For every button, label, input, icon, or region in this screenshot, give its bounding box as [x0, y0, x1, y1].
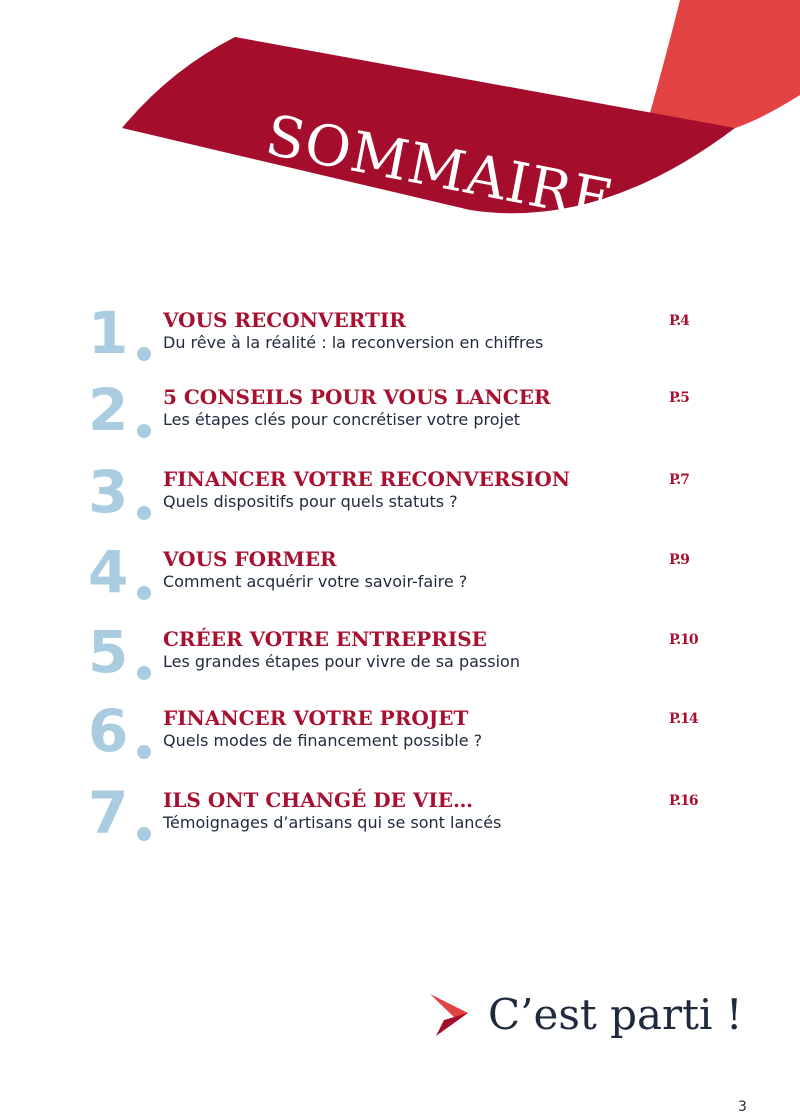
entry-number: 7 — [88, 779, 127, 847]
entry-number-dot — [137, 424, 151, 438]
arrow-chevron-icon — [428, 992, 470, 1038]
entry-subtitle: Quels modes de financement possible ? — [163, 731, 483, 750]
entry-page: P.9 — [669, 552, 689, 568]
entry-number: 2 — [88, 376, 127, 444]
entry-number-dot — [137, 666, 151, 680]
entry-heading: VOUS RECONVERTIR — [163, 308, 406, 332]
entry-number: 6 — [88, 697, 127, 765]
entry-number: 4 — [88, 538, 127, 606]
entry-number-dot — [137, 745, 151, 759]
entry-page: P.5 — [669, 390, 689, 406]
entry-heading: VOUS FORMER — [163, 547, 337, 571]
toc-entry-5[interactable] — [0, 618, 800, 699]
toc-entry-7[interactable] — [0, 779, 800, 860]
entry-subtitle: Quels dispositifs pour quels statuts ? — [163, 492, 458, 511]
entry-subtitle: Les étapes clés pour concrétiser votre projet — [163, 410, 521, 429]
entry-page: P.10 — [669, 632, 698, 648]
entry-number-dot — [137, 827, 151, 841]
entry-page: P.4 — [669, 313, 689, 329]
entry-subtitle: Les grandes étapes pour vivre de sa passion — [163, 652, 520, 671]
toc-entry-1[interactable] — [0, 299, 800, 380]
entry-number: 3 — [88, 458, 127, 526]
cta-text: C’est parti ! — [488, 990, 743, 1039]
entry-subtitle: Comment acquérir votre savoir-faire ? — [163, 572, 468, 591]
entry-heading: FINANCER VOTRE PROJET — [163, 706, 469, 730]
entry-number-dot — [137, 347, 151, 361]
entry-subtitle: Témoignages d’artisans qui se sont lancés — [163, 813, 502, 832]
entry-page: P.14 — [669, 711, 698, 727]
entry-number-dot — [137, 506, 151, 520]
page-number: 3 — [738, 1099, 747, 1115]
entry-number: 5 — [88, 618, 127, 686]
entry-page: P.16 — [669, 793, 698, 809]
entry-subtitle: Du rêve à la réalité : la reconversion en chiffres — [163, 333, 544, 352]
entry-heading: CRÉER VOTRE ENTREPRISE — [163, 627, 487, 651]
entry-page: P.7 — [669, 472, 689, 488]
toc-entry-6[interactable] — [0, 697, 800, 778]
entry-heading: ILS ONT CHANGÉ DE VIE… — [163, 788, 473, 812]
cta-banner — [428, 990, 743, 1040]
entry-number-dot — [137, 586, 151, 600]
page-title: SOMMAIRE — [260, 103, 620, 235]
entry-number: 1 — [88, 299, 127, 367]
entry-heading: FINANCER VOTRE RECONVERSION — [163, 467, 571, 491]
entry-heading: 5 CONSEILS POUR VOUS LANCER — [163, 385, 551, 409]
toc-entry-2[interactable] — [0, 376, 800, 457]
toc-entry-4[interactable] — [0, 538, 800, 619]
toc-entry-3[interactable] — [0, 458, 800, 539]
